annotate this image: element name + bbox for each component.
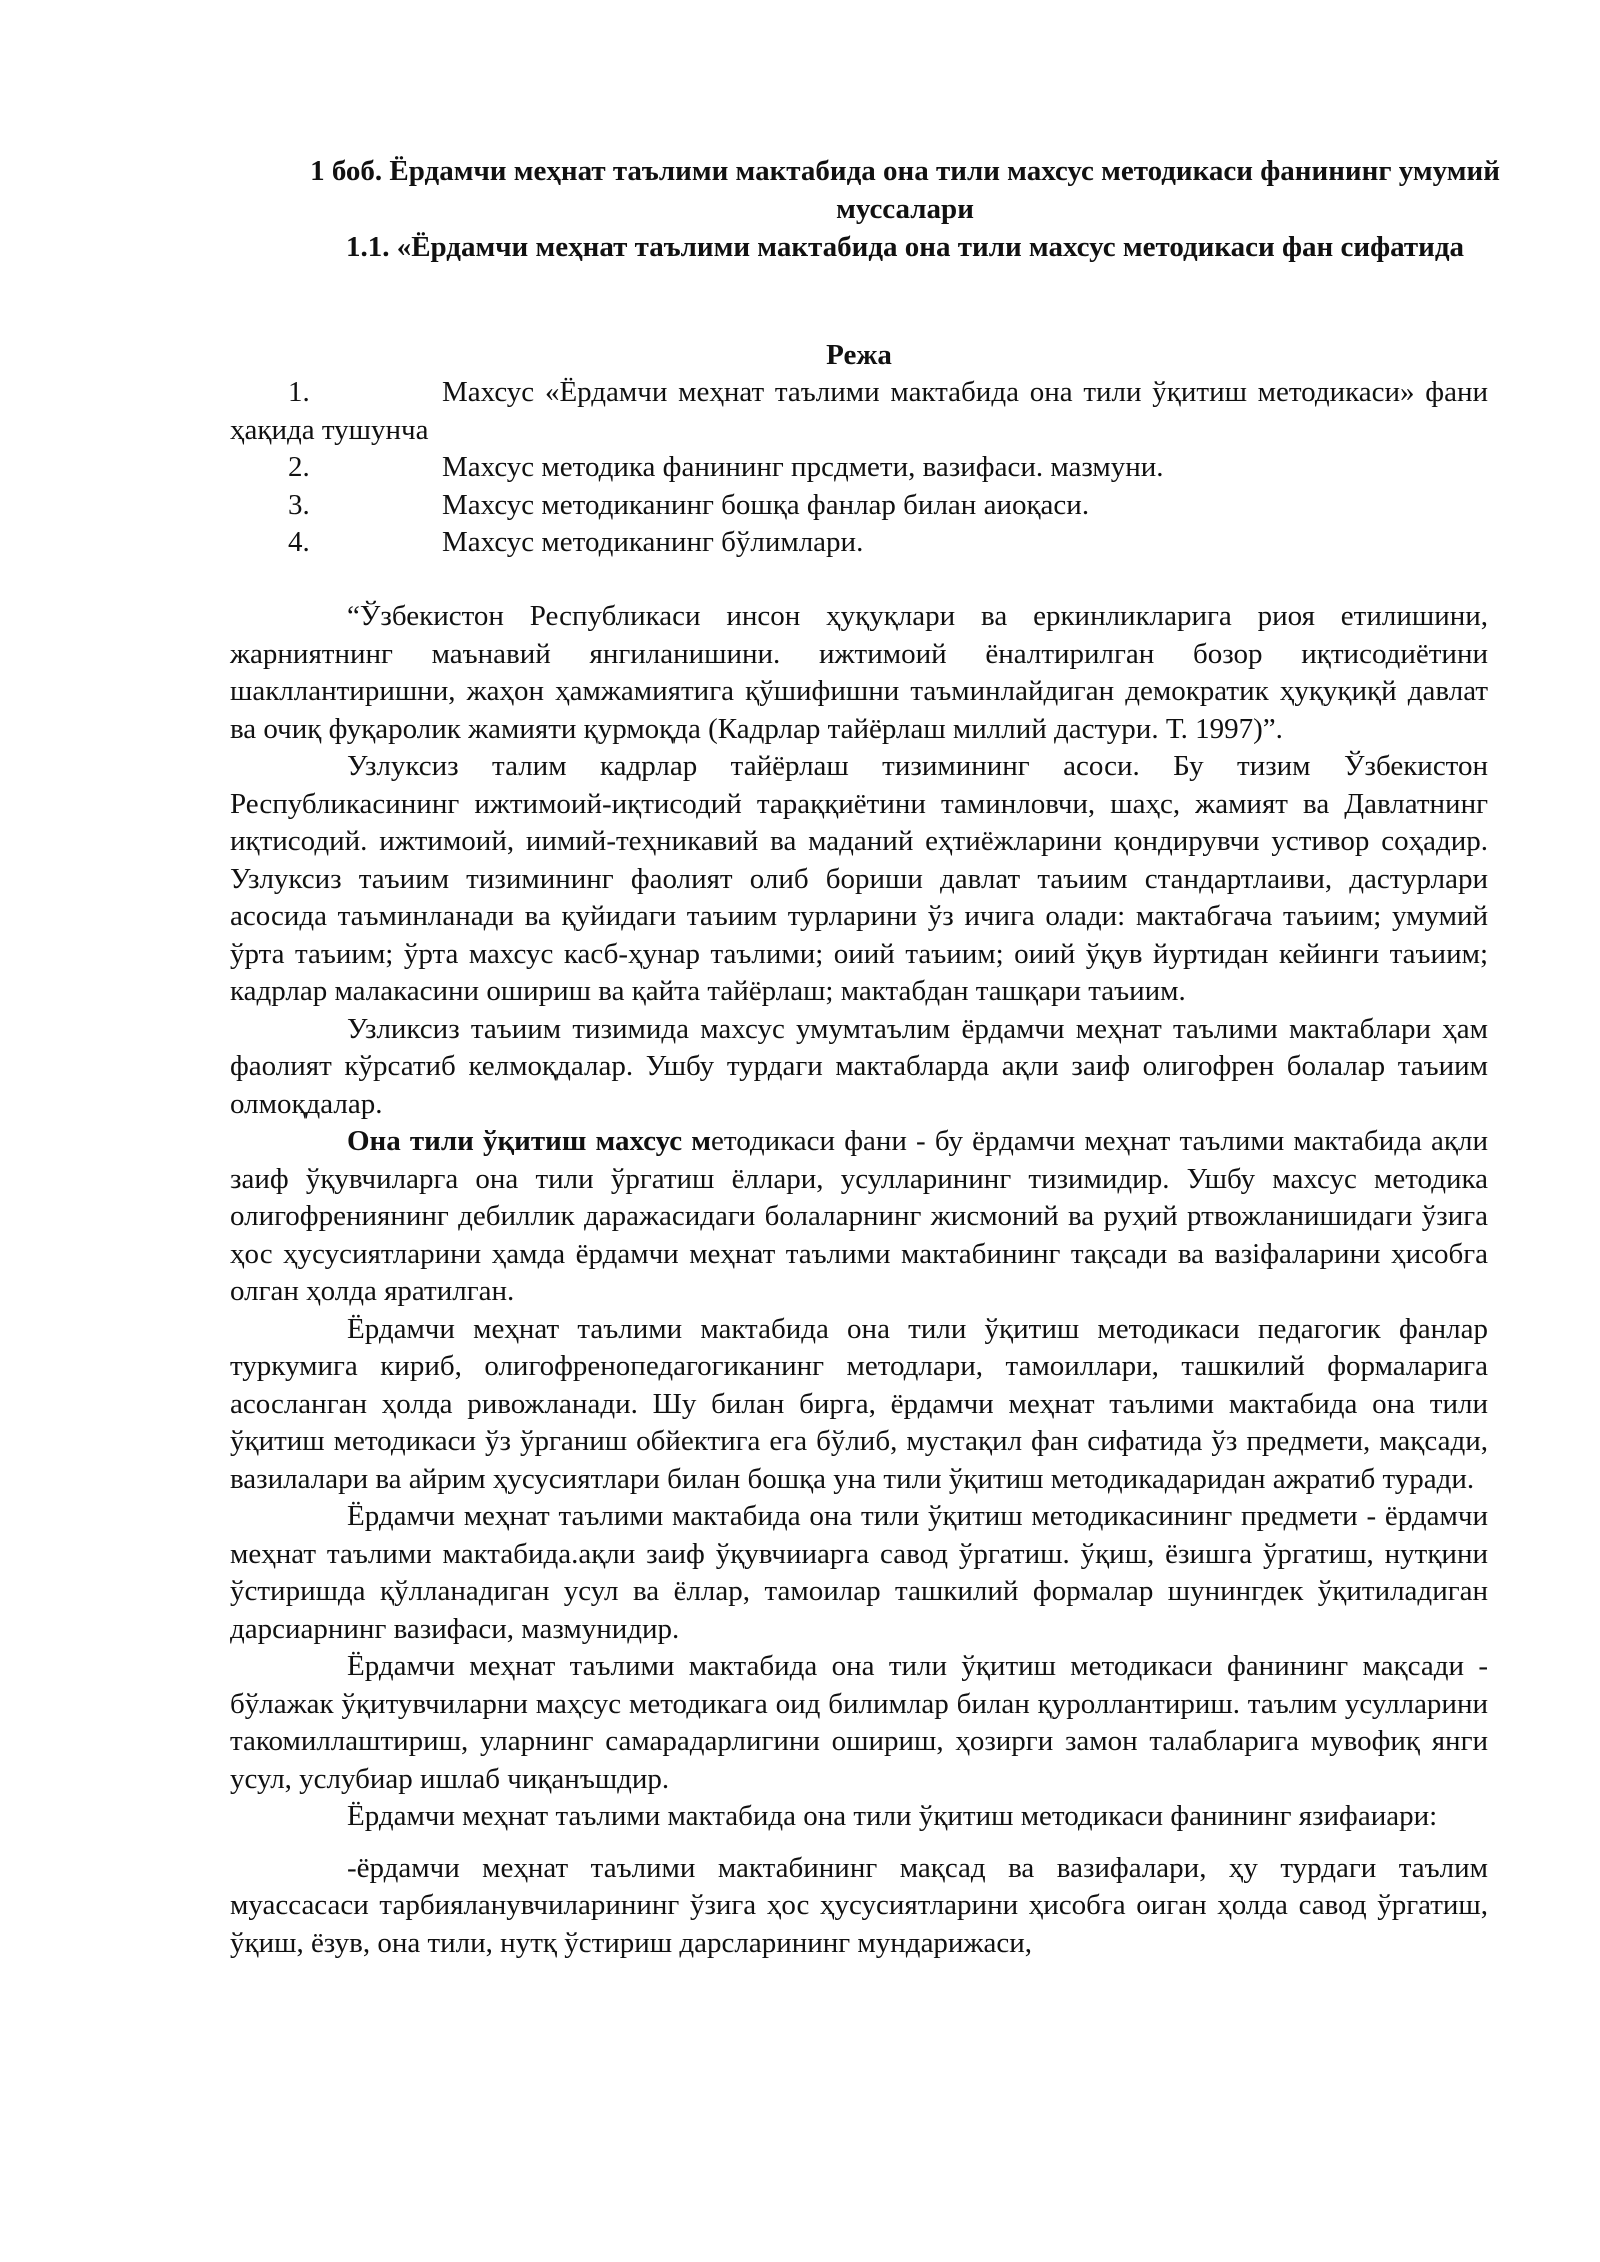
paragraph-lead-rest: етодикаси фани - бу ёрдамчи меҳнат таълими мактабида ақли заиф ўқувчиларга она тили ўргатиш ёллари, усулларининг тизимидир. Ушбу махсус методика олигофрениянинг дебиллик даражасидаги болаларнинг жисмоний ва руҳий ртвожланишидаги ўзига ҳос ҳусусиятларини ҳамда ёрдамчи меҳнат таълими мактабининг тақсади ва вазіфаларини ҳисобга олган ҳолда яратилган. <box>230 1125 1489 1307</box>
plan-item-text: Махсус методиканинг бўлимлари. <box>442 526 864 558</box>
plan-item-text: Махсус «Ёрдамчи меҳнат таълими мактабида она тили ўқитиш методикаси» фани ҳақида тушунча <box>230 376 1488 446</box>
paragraph-lead-bold: Она тили ўқитиш махсус м <box>347 1125 712 1157</box>
paragraph: -ёрдамчи меҳнат таълими мактабининг мақсад ва вазифалари, ҳу турдаги таълим муассасаси тарбияланувчиларининг ўзига ҳос ҳусусиятларини ҳисобга оиган ҳолда савод ўргатиш, ўқиш, ёзув, она тили, нутқ ўстириш дарсларининг мундарижаси, <box>230 1851 1488 1959</box>
paragraph: Ёрдамчи меҳнат таълими мактабида она тили ўқитиш методикаси педагогик фанлар туркумига кириб, олигофренопедагогиканинг методлари, тамоиллари, ташкилий формаларига асосланган ҳолда ривожланади. Шу билан бирга, ёрдамчи меҳнат таълими мактабида она тили ўқитиш методикаси ўз ўрганиш обйектига ега бўлиб, мустақил фан сифатида ўз предмети, мақсади, вазилалари ва айрим ҳусусиятлари билан бошқа уна тили ўқитиш методикадаридан ажратиб туради. <box>230 1312 1488 1495</box>
paragraph-quote: “Ўзбекистон Республикаси инсон ҳуқуқлари ва еркинликларига риоя етилишини, жарниятнинг маънавий янгиланишини. ижтимоий ёналтирилган бозор иқтисодиётини шакллантиришни, жаҳон ҳамжамиятига қўшифишни таъминлайдиган демократик ҳуқуқиқй давлат ва очиқ фуқаролик жамияти қурмоқда (Кадрлар тайёрлаш миллий дастури. Т. 1997)”. <box>230 600 1488 745</box>
section-heading: 1.1. «Ёрдамчи меҳнат таълими мактабида она тили махсус методикаси фан сифатида <box>345 231 1465 263</box>
plan-item <box>230 374 1488 449</box>
body-text <box>230 598 1488 1962</box>
plan-item <box>230 487 1488 525</box>
plan-list <box>230 374 1488 562</box>
chapter-heading: 1 боб. Ёрдамчи меҳнат таълими мактабида она тили махсус методикаси фанининг умумий муссалари <box>310 155 1500 225</box>
plan-item-number: 4. <box>288 526 310 558</box>
plan-item-number: 3. <box>288 488 310 521</box>
plan-item-text: Махсус методиканинг бошқа фанлар билан аиоқаси. <box>442 488 1090 521</box>
plan-title: Режа <box>826 339 892 371</box>
paragraph: Узликсиз таъиим тизимида махсус умумтаълим ёрдамчи меҳнат таълими мактаблари ҳам фаолият кўрсатиб келмоқдалар. Ушбу турдаги мактабларда ақли заиф олигофрен болалар таъиим олмоқдалар. <box>230 1012 1488 1120</box>
plan-item <box>230 524 1488 562</box>
paragraph: Ёрдамчи меҳнат таълими мактабида она тили ўқитиш методикаси фанининг мақсади - бўлажак ўқитувчиларни маҳсус методикага оид билимлар билан қуроллантириш. таълим усулларини такомиллаштириш, уларнинг самарадарлигини ошириш, ҳозирги замон талабларига мувофиқ янги усул, услубиар ишлаб чиқанъшдир. <box>230 1650 1488 1795</box>
paragraph: Ёрдамчи меҳнат таълими мактабида она тили ўқитиш методикасининг предмети - ёрдамчи меҳнат таълими мактабида.ақли заиф ўқувчииарга савод ўргатиш. ўқиш, ёзишга ўргатиш, нутқини ўстиришда қўлланадиган усул ва ёллар, тамоилар ташкилий формалар шунингдек ўқитиладиган дарсиарнинг вазифаси, мазмунидир. <box>230 1500 1488 1645</box>
plan-item-number: 1. <box>288 376 310 408</box>
paragraph: Ёрдамчи меҳнат таълими мактабида она тили ўқитиш методикаси фанининг язифаиари: <box>347 1800 1438 1832</box>
paragraph: Узлуксиз талим кадрлар тайёрлаш тизимининг асоси. Бу тизим Ўзбекистон Республикасининг ижтимоий-иқтисодий тараққиётини таминловчи, шаҳс, жамият ва Давлатнинг иқтисодий. ижтимоий, иимий-теҳникавий ва маданий еҳтиёжларини қондирувчи устивор соҳадир. Узлуксиз таъиим тизимининг фаолият олиб бориши давлат таъиим стандартлаиви, дастурлари асосида таъминланади ва қуйидаги таъиим турларини ўз ичига олади: мактабгача таъиим; умумий ўрта таъиим; ўрта махсус касб-ҳунар таълими; оиий таъиим; оиий ўқув йуртидан кейинги таъиим; кадрлар малакасини ошириш ва қайта тайёрлаш; мактабдан ташқари таъиим. <box>230 750 1488 1007</box>
plan-item <box>230 449 1488 487</box>
plan-item-text: Махсус методика фанининг прсдмети, вазифаси. мазмуни. <box>442 451 1164 483</box>
paragraph-definition <box>230 1123 1488 1311</box>
plan-item-number: 2. <box>288 451 310 483</box>
